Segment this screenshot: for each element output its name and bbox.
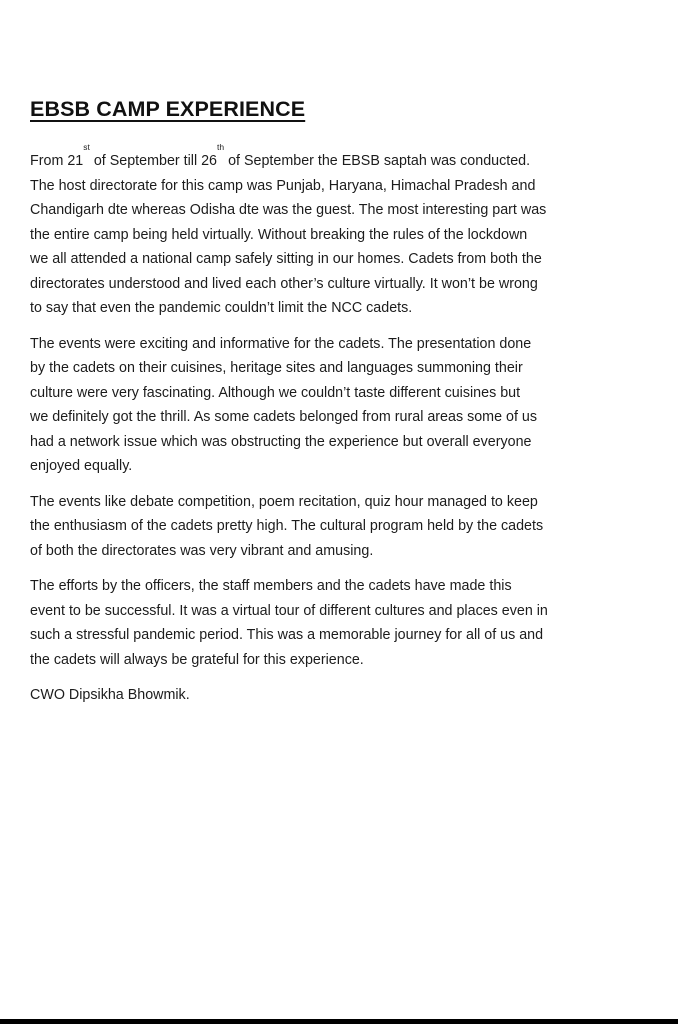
paragraph-1 [30,142,650,321]
paragraph-2 [30,332,650,479]
paragraph-1-line-1 [30,142,650,174]
ordinal-suffix-st: st [83,142,90,152]
paragraph-2-line-1: The events were exciting and informative for the cadets. The presentation done [30,335,532,352]
paragraph-3-line-1: The events like debate competition, poem recitation, quiz hour managed to keep [30,493,538,510]
paragraph-2-line-3: culture were very fascinating. Although we couldn’t taste different cuisines but [30,384,521,401]
paragraph-1-line-3: Chandigarh dte whereas Odisha dte was the guest. The most interesting part was [30,202,547,218]
ordinal-suffix-th: th [217,142,225,152]
paragraph-3-line-2: the enthusiasm of the cadets pretty high. The cultural program held by the cadets [30,518,544,534]
paragraph-4-line-3: such a stressful pandemic period. This was a memorable journey for all of us and [30,627,544,643]
paragraph-1-line-4: the entire camp being held virtually. Without breaking the rules of the lockdown [30,226,528,243]
paragraph-2-line-5: had a network issue which was obstructing the experience but overall everyone [30,433,532,450]
paragraph-4-line-1: The efforts by the officers, the staff members and the cadets have made this [30,578,512,594]
date-start-text: From 21 [30,153,84,169]
paragraph-4-line-2: event to be successful. It was a virtual tour of different cultures and places even in [30,602,548,619]
paragraph-2-line-6: enjoyed equally. [30,458,133,474]
date-end-text: of September till 26 [89,153,218,169]
author-signature: CWO Dipsikha Bhowmik. [30,687,190,703]
document-title: EBSB CAMP EXPERIENCE [30,97,306,121]
bottom-edge-bar [0,1019,678,1024]
paragraph-1-line-7: to say that even the pandemic couldn’t limit the NCC cadets. [30,300,413,316]
paragraph-3 [30,490,650,564]
sentence-end-text: of September the EBSB saptah was conducted. [224,153,531,169]
paragraph-3-line-3: of both the directorates was very vibrant and amusing. [30,542,374,559]
document-body [30,142,650,708]
paragraph-1-line-2: The host directorate for this camp was Punjab, Haryana, Himachal Pradesh and [30,177,536,194]
paragraph-4-line-4: the cadets will always be grateful for this experience. [30,651,364,668]
paragraph-4 [30,574,650,672]
paragraph-2-line-4: we definitely got the thrill. As some cadets belonged from rural areas some of us [30,409,538,425]
paragraph-1-line-6: directorates understood and lived each other’s culture virtually. It won’t be wrong [30,275,538,292]
paragraph-1-line-5: we all attended a national camp safely sitting in our homes. Cadets from both the [30,251,542,267]
paragraph-2-line-2: by the cadets on their cuisines, heritage sites and languages summoning their [30,360,523,376]
